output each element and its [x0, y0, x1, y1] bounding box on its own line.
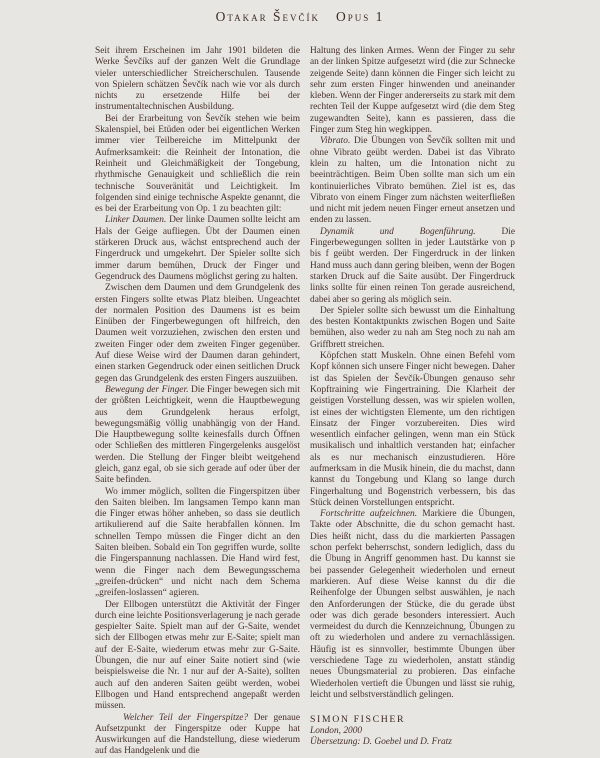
paragraph: Bewegung der Finger. Die Finger bewegen sich mit der größten Leichtigkeit, wenn die Hauptbewegung aus dem Grundgelenk heraus erfolgt, bewegungsmäßig völlig unabhängig von der Hand. Die Hauptbewegung sollte keinesfalls durch Öffnen oder Schließen des mittleren Fingergelenks ausgelöst werden. Die Stellung der Finger bleibt weitgehend gleich, ganz egal, ob sie sich gerade auf oder über der Saite befinden.	[95, 384, 300, 486]
paragraph-lead: Welcher Teil der Fingerspitze?	[123, 712, 254, 723]
paragraph: Linker Daumen. Der linke Daumen sollte leicht am Hals der Geige aufliegen. Übt der Daumen einen stärkeren Druck aus, wächst entsprechend auch der Fingerdruck und umgekehrt. Der Spieler sollte sich immer darum bemühen, Druck der Finger und Gegendruck des Daumens möglichst gering zu halten.	[95, 215, 300, 282]
paragraph: Wo immer möglich, sollten die Fingerspitzen über den Saiten bleiben. Im langsamen Tempo kann man die Finger etwas höher anheben, so dass sie deutlich artikulierend auf die Saite herabfallen können. Im schnellen Tempo müssen die Finger dicht an den Saiten bleiben. Sobald ein Ton gegriffen wurde, sollte die Fingerspannung nachlassen. Die Hand wird fest, wenn die Finger nach dem Bewegungsschema „greifen-drücken“ und nicht nach dem Schema „greifen-loslassen“ agieren.	[95, 486, 300, 599]
paragraph: Köpfchen statt Muskeln. Ohne einen Befehl vom Kopf können sich unsere Finger nicht bewegen. Daher ist das Spielen der Ševčík-Übungen genauso sehr Kopftraining wie Fingertraining. Die Klarheit der geistigen Vorstellung dessen, was wir spielen wollen, ist eines der wichtigsten Elemente, um den richtigen Einsatz der Finger vorzubereiten. Dies wird wesentlich einfacher gelingen, wenn man ein Stück musikalisch und inhaltlich verstanden hat; einfacher als es nur mechanisch einzustudieren. Höre aufmerksam in die Musik hinein, die du machst, dann kannst du Tongebung und Klang so lange durch Fingerhaltung und Bogenstrich verbessern, bis das Stück deinen Vorstellungen entspricht.	[310, 351, 515, 508]
paragraph-lead: Vibrato.	[320, 136, 354, 147]
signature-name: SIMON FISCHER	[310, 714, 406, 726]
paragraph: Der Ellbogen unterstützt die Aktivität der Finger durch eine leichte Positionsverlagerung je nach gerade gespielter Saite. Spielt man auf der G-Saite, wendet sich der Ellbogen etwas mehr zur E-Saite; spielt man auf der E-Saite, wiederum etwas mehr zur G-Saite. Übungen, die nur auf einer Saite notiert sind (wie beispielsweise die Nr. 1 nur auf der A-Saite), sollten auch auf den anderen Saiten geübt werden, wobei Ellbogen und Hand entsprechend angepaßt werden müssen.	[95, 599, 300, 712]
paragraph-lead: Bewegung der Finger.	[105, 384, 191, 395]
page-title	[0, 9, 600, 25]
paragraph: Welcher Teil der Fingerspitze? Der genaue Aufsetzpunkt der Fingerspitze oder Kuppe hat Auswirkungen auf die Handstellung, diese wiederum auf das Handgelenk und die	[95, 712, 300, 757]
signature-block	[310, 714, 515, 748]
paragraph-lead: Linker Daumen.	[105, 215, 170, 226]
right-column-paragraphs	[310, 46, 515, 701]
paragraph: Zwischen dem Daumen und dem Grundgelenk des ersten Fingers sollte etwas Platz bleiben. Ungeachtet der normalen Position des Daumens ist es beim Einüben der Fingerbewegungen oft hilfreich, den Daumen weit vorzuziehen, zwischen den ersten und zweiten Finger oder dem zweiten Finger gegenüber. Auf diese Weise wird der Daumen daran gehindert, einen starken Gegendruck oder einen seitlichen Druck gegen das Grundgelenk des ersten Fingers auszuüben.	[95, 283, 300, 384]
paragraph: Haltung des linken Armes. Wenn der Finger zu sehr an der linken Spitze aufgesetzt wird (die zur Schnecke zeigende Seite) dann können die Finger sich leicht zu sehr zum ersten Finger hinwenden und aneinander kleben. Wenn der Finger andererseits zu stark mit dem rechten Teil der Kuppe aufgesetzt wird (die dem Steg zugewandten Seite), kann es passieren, dass die Finger zum Steg hin wegkippen.	[310, 46, 515, 136]
paragraph: Der Spieler sollte sich bewusst um die Einhaltung des besten Kontaktpunkts zwischen Bogen und Saite bemühen, also weder zu nah am Steg noch zu nah am Griffbrett streichen.	[310, 305, 515, 350]
text-column-right	[310, 46, 515, 758]
title-opus: Opus 1	[336, 9, 385, 24]
text-column-left	[95, 46, 300, 758]
title-composer: Otakar Ševčík	[215, 9, 321, 24]
two-column-text-block	[95, 46, 515, 758]
paragraph: Dynamik und Bogenführung. Die Fingerbewegungen sollten in jeder Lautstärke von p bis f geübt werden. Der Fingerdruck in der linken Hand muss auch dann gering bleiben, wenn der Bogen starken Druck auf die Saite ausübt. Der Fingerdruck links sollte für einen reinen Ton gerade ausreichend, dabei aber so gering als möglich sein.	[310, 226, 515, 305]
paragraph: Vibrato. Die Übungen von Ševčík sollten mit und ohne Vibrato geübt werden. Dabei ist das Vibrato klein zu halten, um die Intonation nicht zu beeinträchtigen. Beim Üben sollte man sich um ein kontinuierliches Vibrato bemühen. Ziel ist es, das Vibrato von einem Finger zum nächsten weiterfließen und nicht mit jedem neuen Finger erneut ansetzen und enden zu lassen.	[310, 136, 516, 226]
paragraph-lead: Dynamik und Bogenführung.	[320, 226, 502, 237]
paragraph: Fortschritte aufzeichnen. Markiere die Übungen, Takte oder Abschnitte, die du schon gemacht hast. Dies heißt nicht, dass du die markierten Passagen schon perfekt beherrschst, sondern lediglich, dass du die Übung in Angriff genommen hast. Du kannst sie bei passender Gelegenheit wiederholen und erneut markieren. Auf diese Weise kannst du dir die Reihenfolge der Übungen selbst auswählen, je nach den Anforderungen der Stücke, die du gerade übst oder was dich gerade besonders interessiert. Auch vermeidest du durch die Kennzeichnung, Übungen zu oft zu wiederholen und andere zu vernachlässigen. Häufig ist es sinnvoller, bestimmte Übungen über verschiedene Tage zu wiederholen, anstatt ständig neues Übungsmaterial zu probieren. Das einfache Wiederholen vertieft die Übungen und lässt sie ruhig, leicht und selbstverständlich gelingen.	[310, 509, 515, 700]
signature-translation: Übersetzung: D. Goebel und D. Fratz	[310, 737, 452, 748]
paragraph: Bei der Erarbeitung von Ševčík stehen wie beim Skalenspiel, bei Etüden oder bei eigentlichen Werken immer vier Teilbereiche im Mittelpunkt der Aufmerksamkeit: die Reinheit der Intonation, die Reinheit und Gleichmäßigkeit der Tongebung, rhythmische Genauigkeit und schließlich die rein technische Souveränität und Leichtigkeit. Im folgenden sind einige technische Aspekte genannt, die es bei der Erarbeitung von Op. 1 zu beachten gilt:	[95, 113, 300, 215]
paragraph: Seit ihrem Erscheinen im Jahr 1901 bildeten die Werke Ševčíks auf der ganzen Welt die Grundlage vieler unterschiedlicher Streicherschulen. Tausende von Spielern schätzen Ševčík nach wie vor als durch nichts zu ersetzende Hilfe bei der instrumentaltechnischen Ausbildung.	[95, 46, 300, 113]
paragraph-lead: Fortschritte aufzeichnen.	[320, 509, 423, 520]
signature-place-date: London, 2000	[310, 725, 363, 736]
